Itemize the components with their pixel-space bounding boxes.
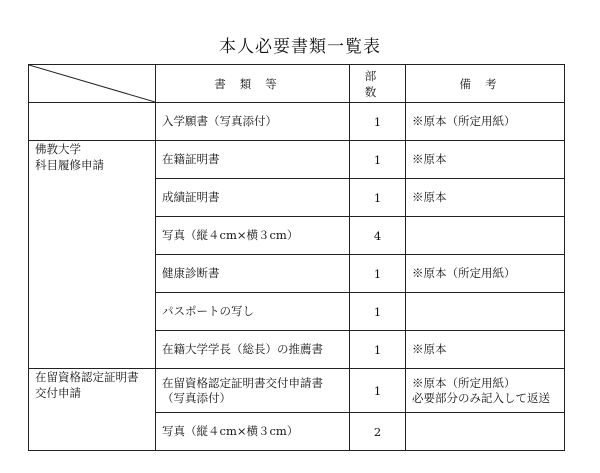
document-name: 在籍証明書 bbox=[156, 141, 350, 179]
table-row bbox=[29, 141, 565, 179]
diagonal-corner-cell bbox=[29, 65, 156, 103]
header-count: 部数 bbox=[350, 65, 406, 103]
document-count: 1 bbox=[350, 293, 406, 331]
blank-category-cell bbox=[29, 103, 156, 141]
document-remarks: ※原本 bbox=[406, 179, 565, 217]
document-name: 在籍大学学長（総長）の推薦書 bbox=[156, 331, 350, 369]
diagonal-line bbox=[29, 65, 155, 102]
required-documents-table bbox=[28, 64, 565, 451]
document-name: 在留資格認定証明書交付申請書 （写真添付） bbox=[156, 369, 350, 413]
category-label: 佛教大学 bbox=[35, 142, 81, 156]
category-label: 交付申請 bbox=[35, 386, 81, 400]
document-name: 成績証明書 bbox=[156, 179, 350, 217]
category-cell-residence-status bbox=[29, 369, 156, 451]
document-remarks: ※原本 bbox=[406, 141, 565, 179]
document-remarks bbox=[406, 413, 565, 451]
document-name: 入学願書（写真添付） bbox=[156, 103, 350, 141]
table-row bbox=[29, 369, 565, 413]
category-label: 科目履修申請 bbox=[35, 158, 104, 172]
header-documents: 書類等 bbox=[156, 65, 350, 103]
header-row bbox=[29, 65, 565, 103]
document-count: 1 bbox=[350, 103, 406, 141]
document-name: 健康診断書 bbox=[156, 255, 350, 293]
document-count: 2 bbox=[350, 413, 406, 451]
document-count: 1 bbox=[350, 255, 406, 293]
document-remarks: ※原本（所定用紙） 必要部分のみ記入して返送 bbox=[406, 369, 565, 413]
header-remarks: 備考 bbox=[406, 65, 565, 103]
document-remarks: ※原本 bbox=[406, 331, 565, 369]
document-remarks: ※原本（所定用紙） bbox=[406, 255, 565, 293]
document-count: 1 bbox=[350, 179, 406, 217]
category-cell-bukkyo-university bbox=[29, 141, 156, 369]
document-name: 写真（縦４cm×横３cm） bbox=[156, 413, 350, 451]
document-count: 1 bbox=[350, 369, 406, 413]
document-name: パスポートの写し bbox=[156, 293, 350, 331]
page-title: 本人必要書類一覧表 bbox=[219, 37, 381, 57]
table-row bbox=[29, 103, 565, 141]
document-count: 1 bbox=[350, 331, 406, 369]
document-count: 1 bbox=[350, 141, 406, 179]
document-remarks: ※原本（所定用紙） bbox=[406, 103, 565, 141]
category-label: 在留資格認定証明書 bbox=[35, 370, 139, 384]
document-remarks bbox=[406, 217, 565, 255]
document-remarks bbox=[406, 293, 565, 331]
document-count: 4 bbox=[350, 217, 406, 255]
document-name: 写真（縦４cm×横３cm） bbox=[156, 217, 350, 255]
